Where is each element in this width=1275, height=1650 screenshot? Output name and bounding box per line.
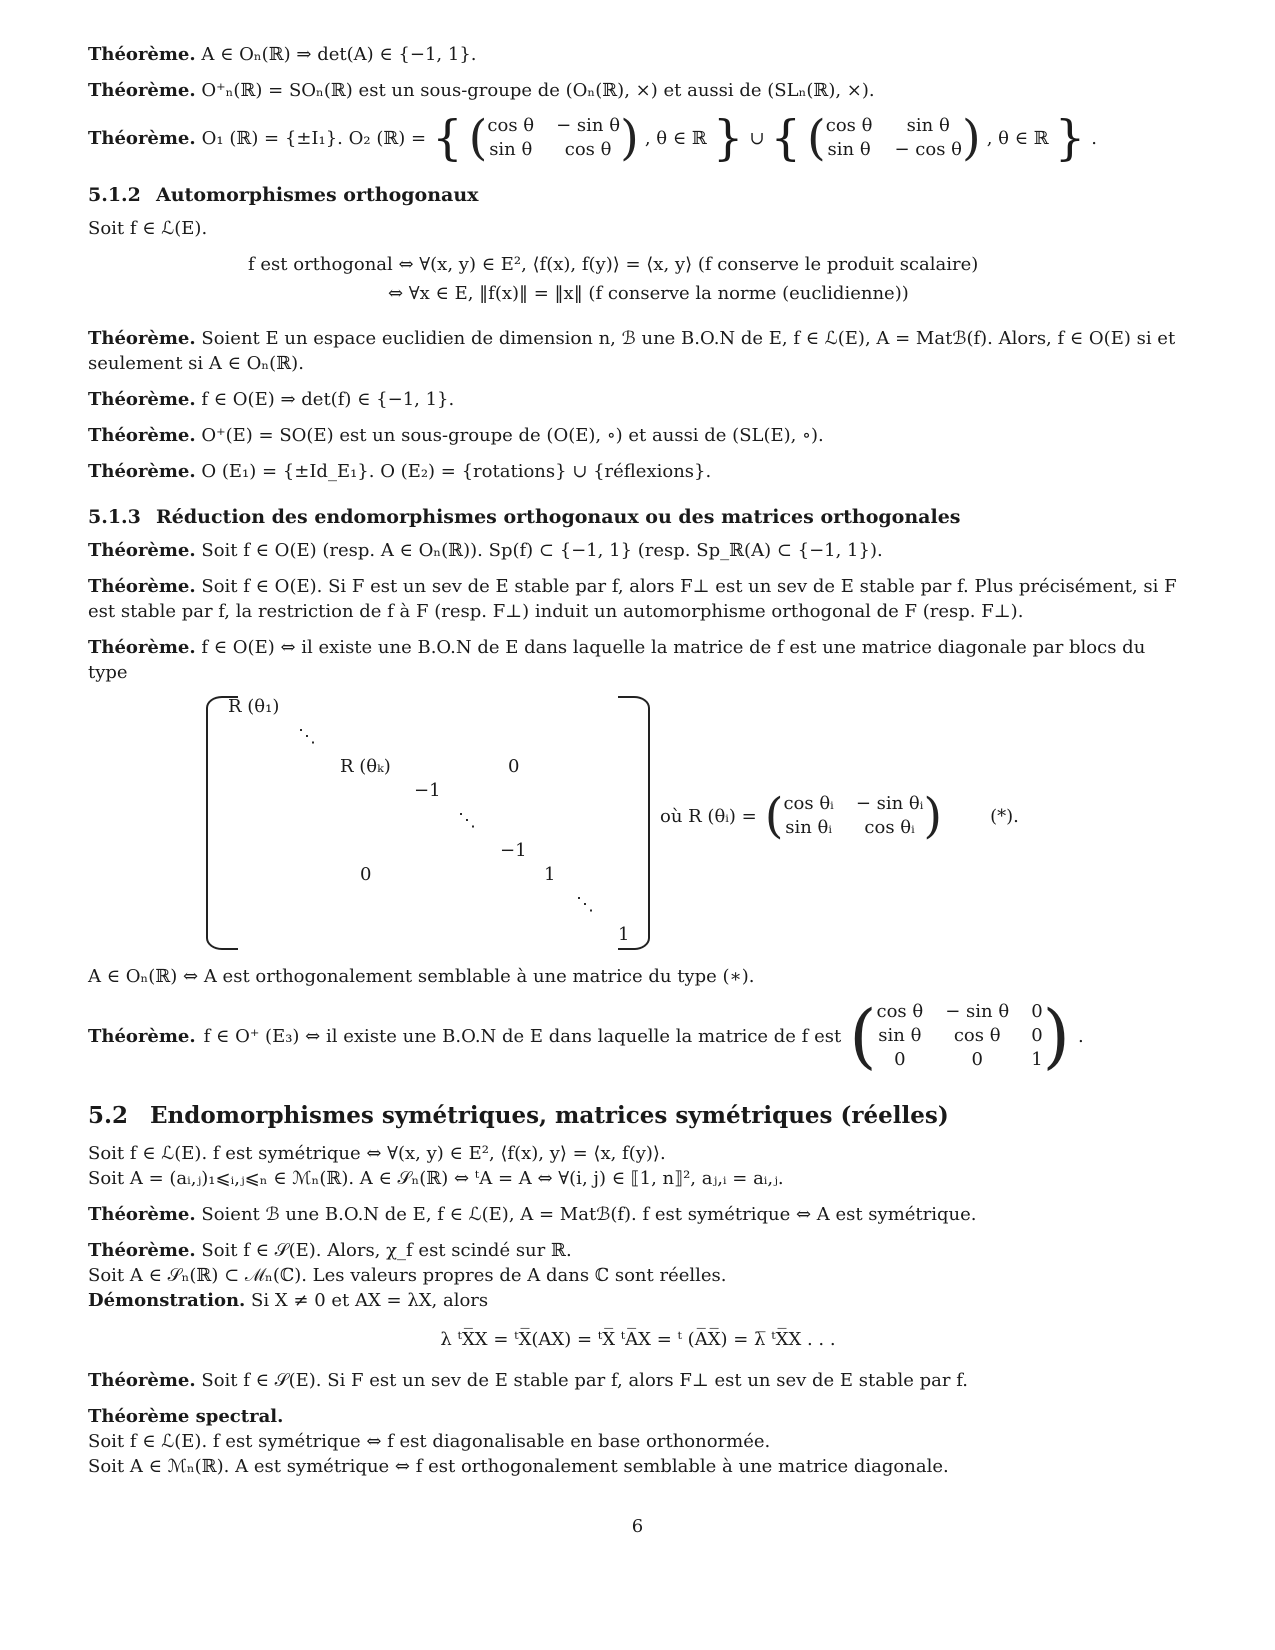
right-paren (618, 696, 650, 950)
section-5-1-2: 5.1.2 Automorphismes orthogonaux (88, 184, 479, 206)
def-sym-2: Soit A = (aᵢ,ⱼ)₁⩽ᵢ,ⱼ⩽ₙ ∈ ℳₙ(ℝ). A ∈ 𝒮ₙ(ℝ) ⇔ ᵗA = A ⇔ ∀(i, j) ∈ ⟦1, n⟧², aⱼ,ᵢ = aᵢ,ⱼ. (88, 1168, 784, 1189)
rotation-definition: où R (θᵢ) = ( cos θᵢ − sin θᵢ sin θᵢ cos θᵢ ) (*). (660, 788, 1019, 844)
demonstration: Démonstration. Si X ≠ 0 et AX = λX, alors (88, 1290, 489, 1311)
equation-orthogonal-2: ⇔ ∀x ∈ E, ‖f(x)‖ = ‖x‖ (f conserve la norme (euclidienne)) (388, 283, 909, 304)
theorem-16: Théorème. Soit f ∈ 𝒮(E). Alors, χ_f est scindé sur ℝ. (88, 1240, 572, 1261)
theorem-10: Théorème. f ∈ O(E) ⇔ il existe une B.O.N de E dans laquelle la matrice de f est une matrice diagonale par blocs du type (88, 637, 1146, 683)
theorem-9: Théorème. Soit f ∈ O(E). Si F est un sev de E stable par f, alors F⊥ est un sev de E stable par f. Plus précisément, si F est stable par f, la restriction de f à F (resp. F⊥) induit un automorphisme orthogonal de F (resp. F⊥). (88, 576, 1177, 622)
def-sym-1: Soit f ∈ ℒ(E). f est symétrique ⇔ ∀(x, y) ∈ E², ⟨f(x), y⟩ = ⟨x, f(y)⟩. (88, 1143, 666, 1164)
theorem-12: Théorème. f ∈ O⁺ (E₃) ⇔ il existe une B.O.N de E dans laquelle la matrice de f est ( cos θ − sin θ 0 sin θ cos θ 0 0 0 1 ) . (88, 995, 1084, 1077)
theorem-1: Théorème. A ∈ Oₙ(ℝ) ⇒ det(A) ∈ {−1, 1}. (88, 44, 477, 65)
theorem-2: Théorème. O⁺ₙ(ℝ) = SOₙ(ℝ) est un sous-groupe de (Oₙ(ℝ), ×) et aussi de (SLₙ(ℝ), ×). (88, 80, 875, 101)
matrix-reflection: ( cos θ sin θ sin θ − cos θ ) (807, 110, 981, 166)
theorem-5: Théorème. f ∈ O(E) ⇒ det(f) ∈ {−1, 1}. (88, 389, 455, 410)
line-17: Soit A ∈ 𝒮ₙ(ℝ) ⊂ ℳₙ(ℂ). Les valeurs propres de A dans ℂ sont réelles. (88, 1265, 727, 1286)
theorem-3: Théorème. O₁ (ℝ) = {±I₁}. O₂ (ℝ) = { ( cos θ − sin θ sin θ cos θ ) , θ ∈ ℝ } ∪ { ( cos θ sin θ sin θ − cos θ ) , θ ∈ ℝ } . (88, 110, 1098, 166)
page-content (88, 42, 1188, 1490)
equation-orthogonal-1: f est orthogonal ⇔ ∀(x, y) ∈ E², ⟨f(x), f(y)⟩ = ⟨x, y⟩ (f conserve le produit scalaire) (248, 254, 979, 275)
theorem-7: Théorème. O (E₁) = {±Id_E₁}. O (E₂) = {rotations} ∪ {réflexions}. (88, 461, 712, 482)
section-5-1-3: 5.1.3 Réduction des endomorphismes orthogonaux ou des matrices orthogonales (88, 506, 961, 528)
theorem-19: Théorème. Soit f ∈ 𝒮(E). Si F est un sev de E stable par f, alors F⊥ est un sev de E stable par f. (88, 1370, 968, 1391)
spectral-heading: Théorème spectral. (88, 1406, 284, 1427)
page-number: 6 (631, 1516, 644, 1537)
matrix-3x3: ( cos θ − sin θ 0 sin θ cos θ 0 0 0 1 ) (849, 995, 1070, 1077)
line-21: Soit A ∈ ℳₙ(ℝ). A est symétrique ⇔ f est orthogonalement semblable à une matrice diagonale. (88, 1456, 949, 1477)
theorem-6: Théorème. O⁺(E) = SO(E) est un sous-groupe de (O(E), ∘) et aussi de (SL(E), ∘). (88, 425, 824, 446)
theorem-15: Théorème. Soient ℬ une B.O.N de E, f ∈ ℒ(E), A = Matℬ(f). f est symétrique ⇔ A est symétrique. (88, 1204, 977, 1225)
theorem-8: Théorème. Soit f ∈ O(E) (resp. A ∈ Oₙ(ℝ)). Sp(f) ⊂ {−1, 1} (resp. Sp_ℝ(A) ⊂ {−1, 1}). (88, 540, 883, 561)
section-5-2: 5.2 Endomorphismes symétriques, matrices symétriques (réelles) (88, 1102, 949, 1129)
equation-demo: λ ᵗX̅X = ᵗX̅(AX) = ᵗX̅ ᵗA̅X = ᵗ (A̅X̅) = λ̅ ᵗX̅X . . . (440, 1329, 836, 1350)
theorem-4: Théorème. Soient E un espace euclidien de dimension n, ℬ une B.O.N de E, f ∈ ℒ(E), A = Matℬ(f). Alors, f ∈ O(E) si et seulement si A ∈ Oₙ(ℝ). (88, 328, 1176, 374)
left-paren (206, 696, 238, 950)
soit-line: Soit f ∈ ℒ(E). (88, 218, 208, 239)
line-20: Soit f ∈ ℒ(E). f est symétrique ⇔ f est diagonalisable en base orthonormée. (88, 1431, 771, 1452)
line-similar: A ∈ Oₙ(ℝ) ⇔ A est orthogonalement semblable à une matrice du type (∗). (88, 966, 755, 987)
block-diagonal-matrix: R (θ₁) ⋱ R (θₖ) 0 −1 ⋱ −1 0 1 ⋱ 1 où R (θᵢ) = ( cos θᵢ − sin θᵢ sin θᵢ cos θᵢ ) (*). (88, 696, 1188, 956)
matrix-rotation: ( cos θ − sin θ sin θ cos θ ) (468, 110, 639, 166)
